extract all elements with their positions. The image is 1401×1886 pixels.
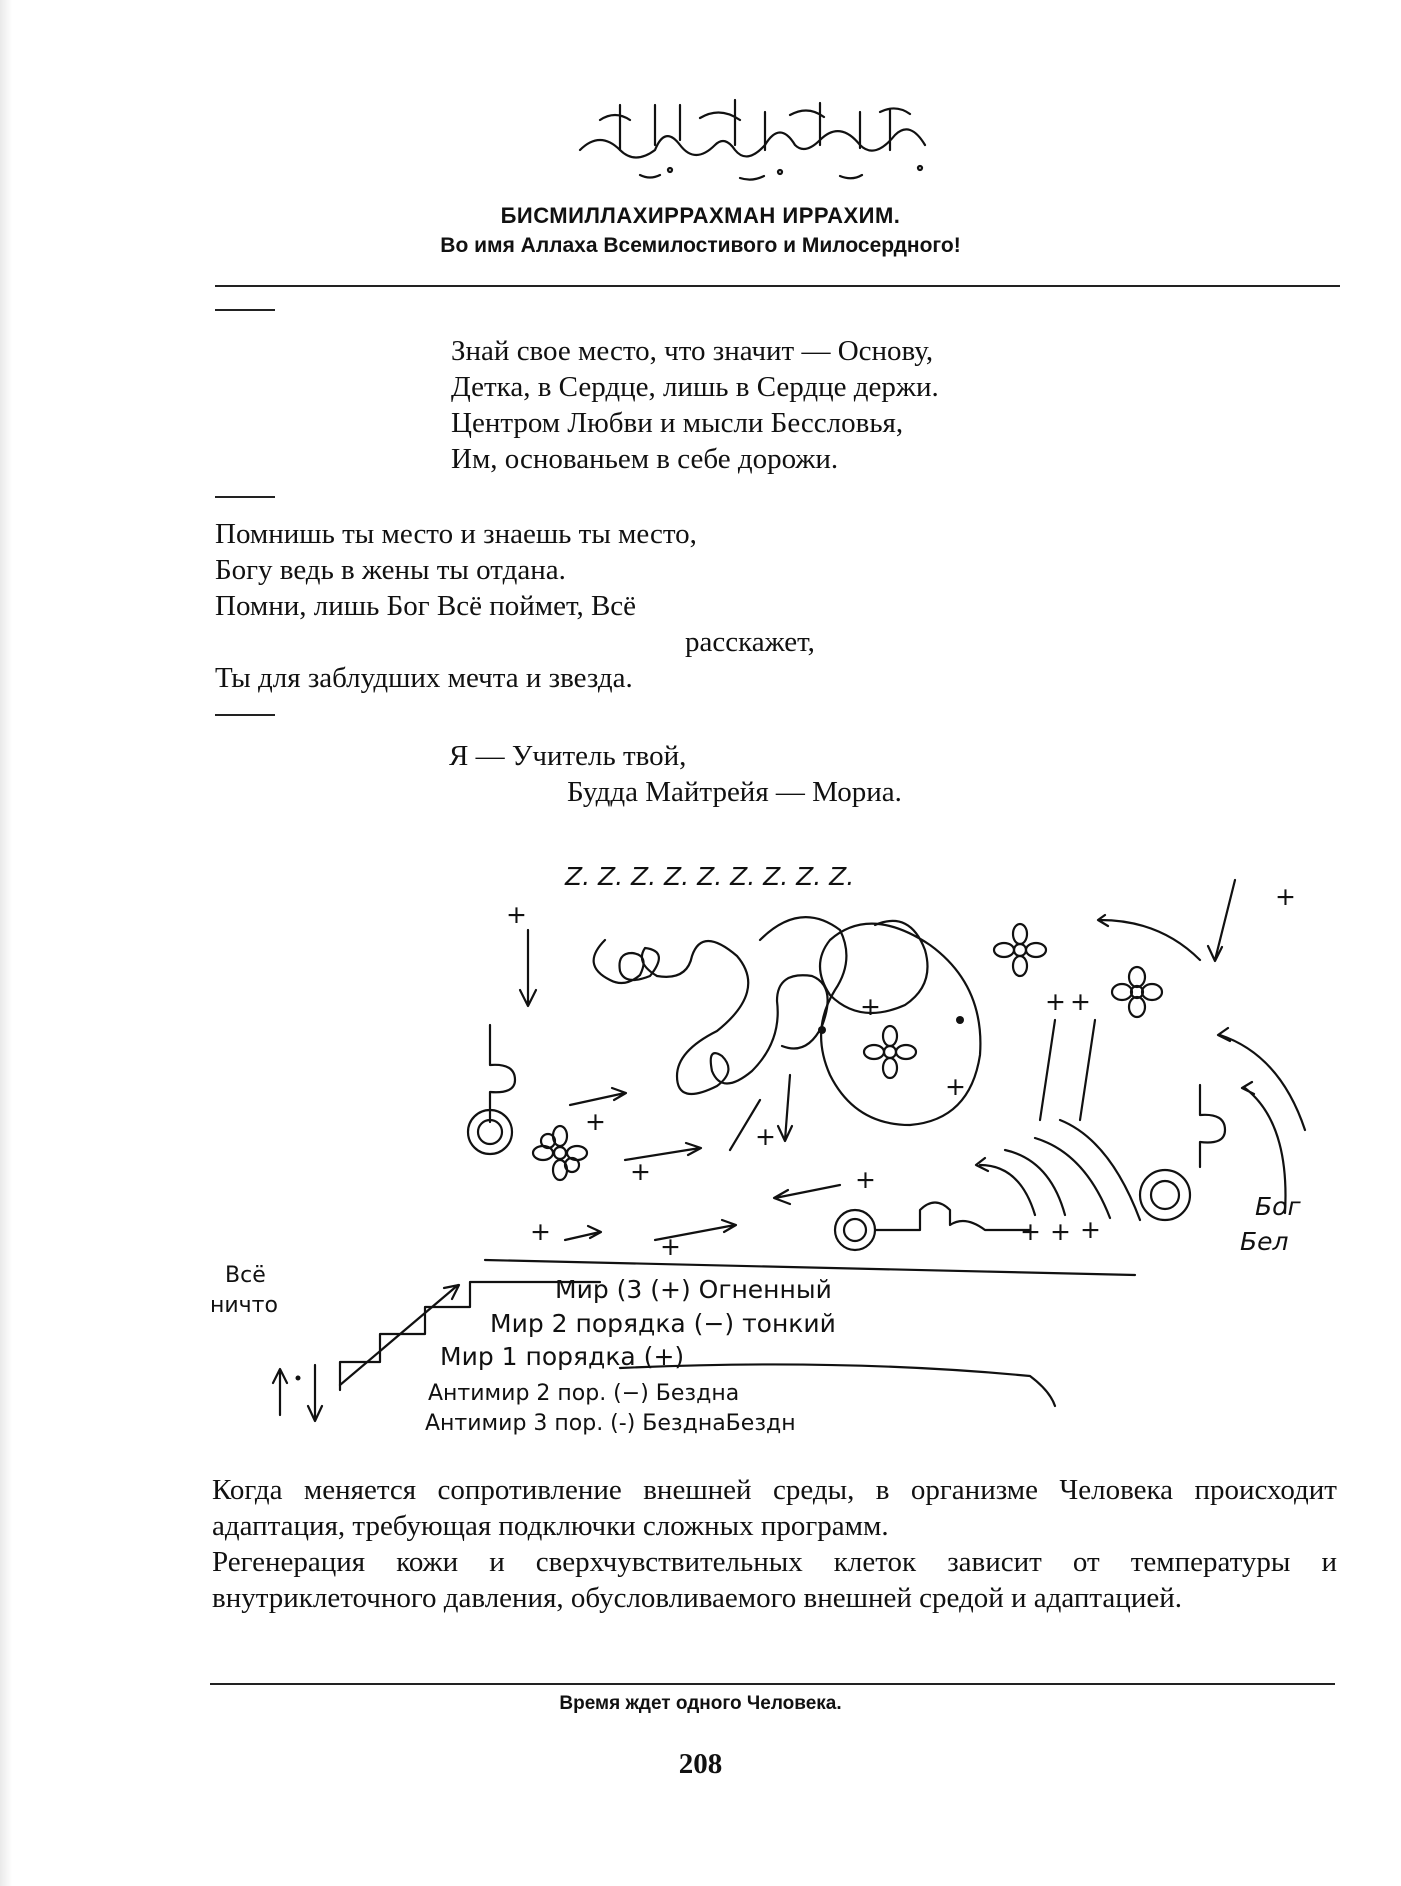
right-hook [1200, 1085, 1225, 1167]
level-label: Мир 2 порядка (−) тонкий [490, 1309, 836, 1338]
arrow-down [308, 1365, 322, 1421]
center-circle-inner [844, 1219, 866, 1241]
level-label: Антимир 3 пор. (-) БезднаБездн [425, 1411, 796, 1436]
plus-sign: + [506, 900, 527, 929]
hump-line [875, 1203, 1030, 1231]
section-divider [215, 309, 275, 311]
flower-icon [864, 1026, 916, 1078]
arrow-curve [976, 1158, 1035, 1215]
verse-line: Богу ведь в жены ты отдана. [215, 554, 566, 586]
flower-icon [994, 924, 1046, 976]
section-divider [215, 714, 275, 716]
plus-sign: + [660, 1232, 681, 1261]
plus-sign: + [1045, 987, 1066, 1016]
plus-sign: + [1070, 987, 1091, 1016]
arrow-right [565, 1226, 601, 1240]
signature-line-2: Будда Майтрейя — Мориа. [567, 776, 902, 808]
prose-paragraph: Когда меняется сопротивление внешней среды, в организме Человека происходит адаптация, требующая подключки сложных программ. [212, 1474, 1337, 1542]
arrow-down [778, 1075, 792, 1141]
page-number: 208 [678, 1748, 723, 1780]
arrow-down [520, 930, 536, 1006]
header-subtitle: Во имя Аллаха Всемилостивого и Милосердного! [440, 234, 961, 257]
bismillah-calligraphy [560, 80, 960, 190]
arrow-curve [1218, 1028, 1305, 1130]
arrow-left [774, 1185, 840, 1204]
center-circle [835, 1210, 875, 1250]
god-label: Бел [1240, 1227, 1289, 1256]
arrow-curve [1098, 915, 1200, 960]
plus-sign: + [1020, 1217, 1041, 1246]
arc-line [1060, 1120, 1140, 1220]
arrow-right [570, 1088, 626, 1105]
plus-sign: + [1050, 1217, 1071, 1246]
section-divider [215, 496, 275, 498]
arrow-down [1208, 880, 1235, 961]
side-label: ничто [210, 1293, 278, 1318]
plus-sign: + [1275, 882, 1296, 911]
body-prose [212, 1472, 1337, 1616]
god-label: Бог [1255, 1192, 1301, 1221]
plus-sign: + [1080, 1215, 1101, 1244]
prose-paragraph: Регенерация кожи и сверхчувствительных клеток зависит от температуры и внутриклеточного давления, обусловливаемого внешней средой и адаптацией. [212, 1546, 1337, 1614]
verse-line: Ты для заблудших мечта и звезда. [215, 662, 633, 694]
ground-line [485, 1260, 1135, 1275]
page-edge-shadow [0, 0, 12, 1886]
stroke-line [1040, 1020, 1055, 1120]
arrow-up [273, 1369, 287, 1415]
verse-line: Знай свое место, что значит — Основу, [451, 335, 934, 367]
arc-line [1005, 1150, 1065, 1215]
verse-line: Помнишь ты место и знаешь ты место, [215, 518, 697, 550]
left-hook [490, 1025, 515, 1122]
plus-sign: + [860, 992, 881, 1021]
loop-dot [818, 1026, 826, 1034]
side-label: Всё [225, 1263, 266, 1288]
dot [296, 1376, 301, 1381]
plus-sign: + [530, 1217, 551, 1246]
verse-line: Помни, лишь Бог Всё поймет, Всё [215, 590, 637, 622]
left-circle-inner [478, 1120, 502, 1144]
arc-line [1035, 1138, 1110, 1218]
plus-sign: + [585, 1107, 606, 1136]
hand-drawn-diagram [200, 820, 1350, 1460]
right-circle [1140, 1170, 1190, 1220]
stroke-line [1080, 1020, 1095, 1120]
level-label: Мир 1 порядка (+) [440, 1342, 685, 1371]
verse-line-wrap: расскажет, [685, 626, 815, 658]
header-rule [215, 285, 1340, 287]
plus-sign: + [945, 1072, 966, 1101]
plus-sign: + [755, 1122, 776, 1151]
signature-line-1: Я — Учитель твой, [449, 740, 687, 772]
plus-sign: + [855, 1165, 876, 1194]
verse-line: Им, основаньем в себе дорожи. [451, 443, 839, 475]
verse-line: Центром Любви и мысли Бессловья, [451, 407, 904, 439]
level-label: Антимир 2 пор. (−) Бездна [428, 1381, 740, 1406]
footer-rule [210, 1683, 1335, 1685]
plus-sign: + [630, 1157, 651, 1186]
flower-icon [1112, 967, 1162, 1017]
right-circle-inner [1151, 1181, 1179, 1209]
level-label: Мир (3 (+) Огненный [555, 1275, 832, 1304]
z-row: Z. Z. Z. Z. Z. Z. Z. Z. Z. [565, 862, 855, 891]
verse-2 [215, 516, 855, 696]
footer-note: Время ждет одного Человека. [559, 1693, 842, 1714]
flower-icon [533, 1126, 587, 1180]
loop-dot [956, 1016, 964, 1024]
verse-1 [451, 333, 939, 477]
verse-line: Детка, в Сердце, лишь в Сердце держи. [451, 371, 939, 403]
spiral-squiggle [594, 940, 828, 1094]
header-title: БИСМИЛЛАХИРРАХМАН ИРРАХИМ. [500, 203, 901, 228]
